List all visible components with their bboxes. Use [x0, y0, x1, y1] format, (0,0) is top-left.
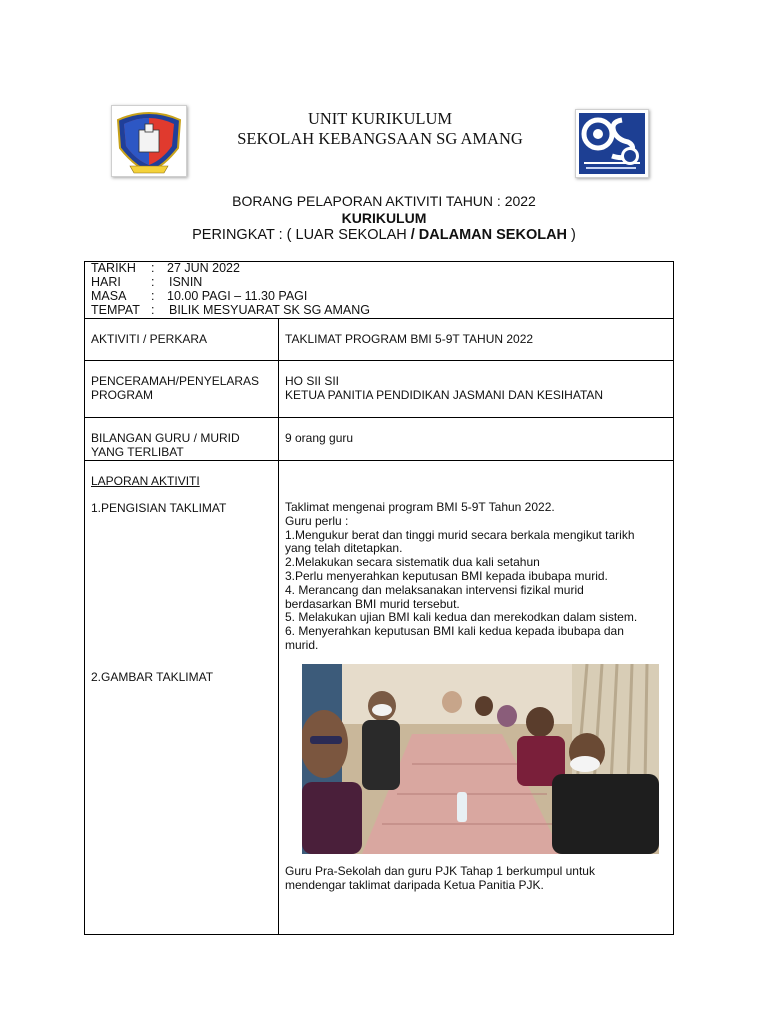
note-line: murid.	[285, 637, 319, 652]
briefing-photo-image	[302, 664, 659, 854]
row-divider	[85, 360, 673, 361]
form-level	[120, 227, 648, 244]
note-line: Taklimat mengenai program BMI 5-9T Tahun 2022.	[285, 500, 555, 514]
photo-caption: Guru Pra-Sekolah dan guru PJK Tahap 1 berkumpul untuk mendengar taklimat daripada Ketua Panitia PJK.	[285, 864, 595, 892]
school-crest-icon	[112, 106, 186, 176]
row-divider	[85, 417, 673, 418]
note-line: 1.Mengukur berat dan tinggi murid secara berkala mengikut tarikh	[285, 527, 635, 542]
note-line: 2.Melakukan secara sistematik dua kali setahun	[285, 555, 540, 570]
level-prefix: PERINGKAT : ( LUAR SEKOLAH	[192, 227, 411, 243]
sekolah-25-logo	[575, 109, 649, 178]
section-briefing-content: 1.PENGISIAN TAKLIMAT	[91, 501, 227, 515]
form-category: KURIKULUM	[341, 210, 427, 226]
participants-value: 9 orang guru	[285, 431, 354, 445]
briefing-notes	[285, 501, 637, 653]
section-briefing-photo: 2.GAMBAR TAKLIMAT	[91, 670, 214, 684]
report-heading: LAPORAN AKTIVITI	[91, 474, 200, 488]
activity-value: TAKLIMAT PROGRAM BMI 5-9T TAHUN 2022	[285, 332, 534, 346]
row-divider	[85, 460, 673, 461]
row-divider	[85, 318, 673, 319]
speaker-value: HO SII SII KETUA PANITIA PENDIDIKAN JASMANI DAN KESIHATAN	[285, 374, 604, 402]
report-table: TARIKH : 27 JUN 2022 HARI : ISNIN MASA : 10.00 PAGI – 11.30 PAGI TEMPAT : BILIK MESYUARAT SK SG AMANG AKTIVITI / PERKARA TAKLIMAT PROGRAM BMI 5-9T TAHUN 2022 PENCERAMAH/PENYELARAS PROGRAM HO SII SII KETUA PANITIA PENDIDIKAN JASMANI DAN KESIHATAN BILANGAN GURU / MURID YANG TERLIBAT 9 orang guru LAPORAN AKTIVITI 1.PENGISIAN TAKLIMAT 2.GAMBAR TAKLIMAT Taklimat mengenai program BMI 5-9T Tahun 2022. Guru perlu : 1.Mengukur berat dan tinggi murid secara berkala mengikut tarikh yang telah ditetapkan. 2.Melakukan secara sistematik dua kali setahun 3.Perlu menyerahkan keputusan BMI kepada ibubapa murid. 4. Merancang dan melaksanakan intervensi fizikal murid berdasarkan BMI murid tersebut. 5. Melakukan ujian BMI kali kedua dan merekodkan dalam sistem. 6. Menyerahkan keputusan BMI kali kedua kepada ibubapa dan murid. Guru Pra-Sekolah dan guru PJK Tahap 1 berkumpul untuk mendengar taklimat daripada Ketua Panitia PJK.	[84, 261, 674, 935]
briefing-photo	[302, 664, 659, 854]
school-crest-logo	[111, 105, 187, 177]
note-line: 3.Perlu menyerahkan keputusan BMI kepada ibubapa murid.	[285, 568, 608, 583]
speaker-label: PENCERAMAH/PENYELARAS PROGRAM	[91, 374, 260, 402]
note-line: Guru perlu :	[285, 513, 349, 528]
activity-label: AKTIVITI / PERKARA	[91, 332, 208, 346]
note-line: 4. Merancang dan melaksanakan intervensi fizikal murid	[285, 582, 584, 597]
note-line: 6. Menyerahkan keputusan BMI kali kedua kepada ibubapa dan	[285, 624, 624, 639]
level-selected: / DALAMAN SEKOLAH	[410, 227, 568, 243]
column-divider	[278, 318, 279, 935]
school-name: SEKOLAH KEBANGSAAN SG AMANG	[237, 129, 523, 148]
sekolah-25-icon	[576, 110, 648, 177]
note-line: berdasarkan BMI murid tersebut.	[285, 596, 460, 611]
form-title: BORANG PELAPORAN AKTIVITI TAHUN : 2022	[232, 193, 536, 209]
level-suffix: )	[567, 227, 576, 243]
unit-title: UNIT KURIKULUM	[307, 109, 453, 128]
participants-label: BILANGAN GURU / MURID YANG TERLIBAT	[91, 431, 240, 459]
note-line: 5. Melakukan ujian BMI kali kedua dan merekodkan dalam sistem.	[285, 610, 638, 625]
note-line: yang telah ditetapkan.	[285, 541, 403, 556]
